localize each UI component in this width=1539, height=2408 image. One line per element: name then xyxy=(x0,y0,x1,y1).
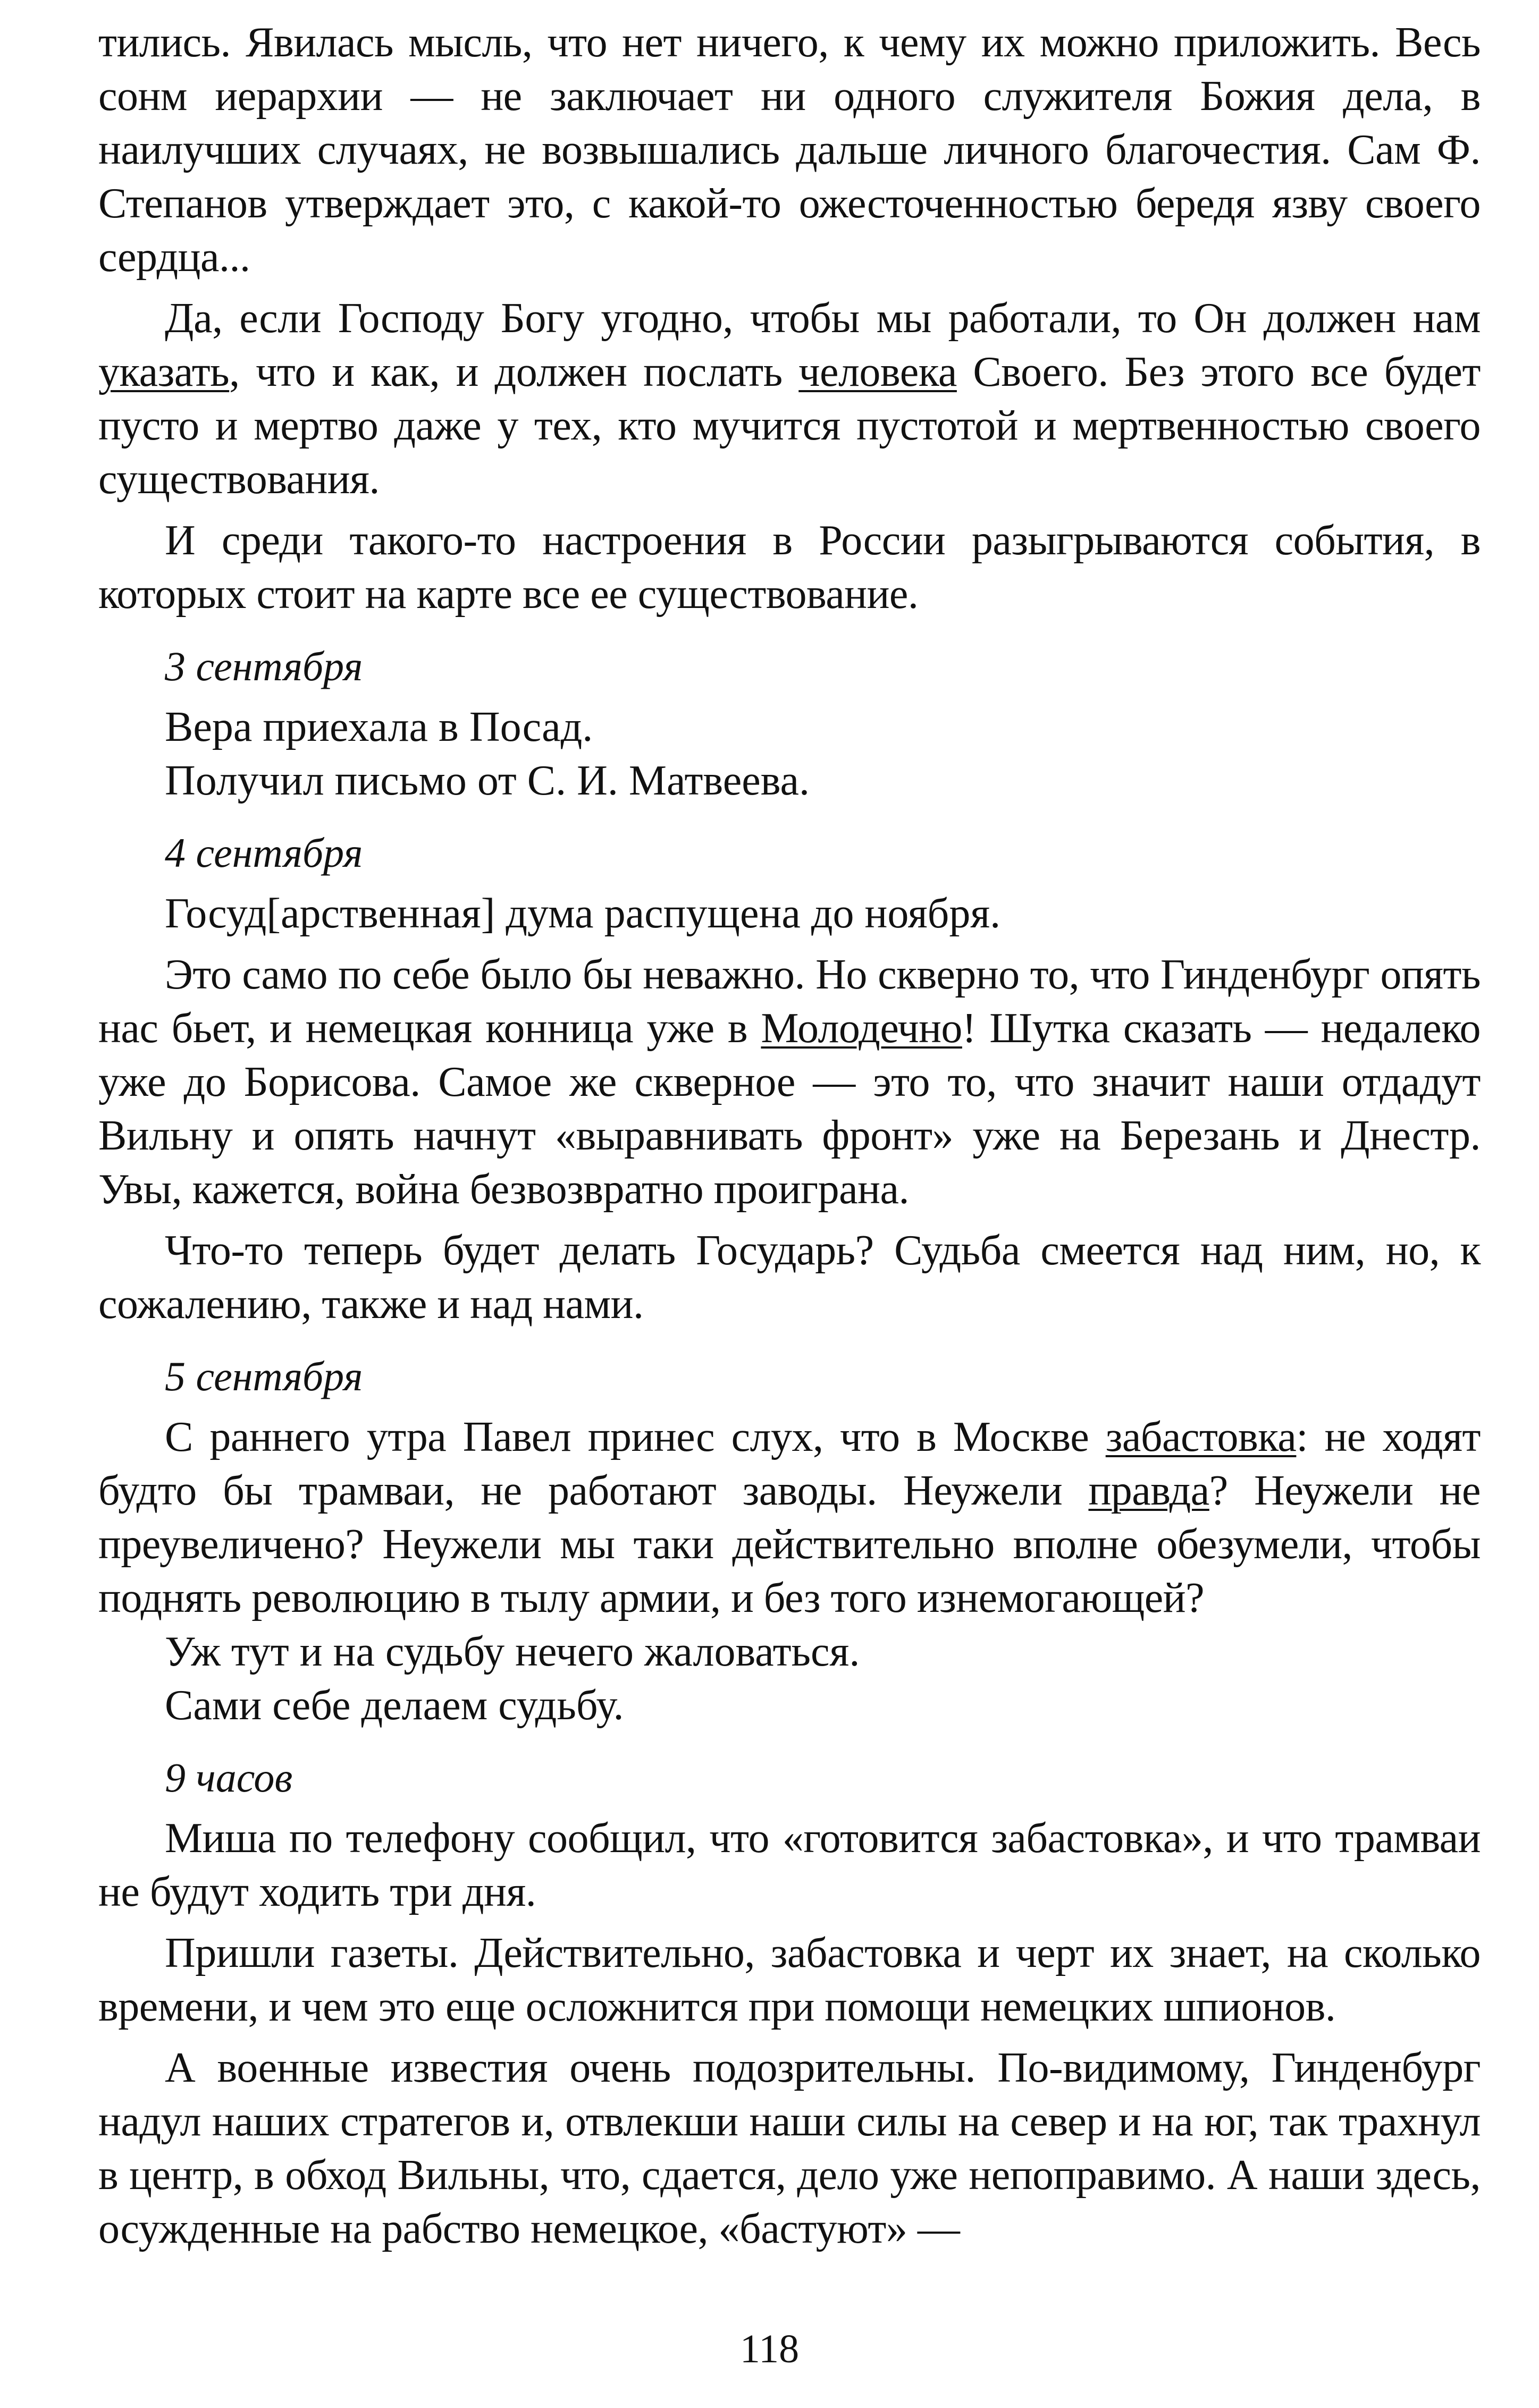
text-span: ! Шутка сказать — недалеко уже до Борисова. Самое же скверное — это то, что значит наши отдадут Вильну и опять начнут «выравнивать фронт» уже на Березань и Днестр. Увы, кажется, война безвозвратно проиграна. xyxy=(98,1005,1481,1213)
paragraph-sovereign: Что-то теперь будет делать Государь? Судьба смеется над ним, но, к сожалению, также и над нами. xyxy=(98,1227,1481,1328)
paragraph-hindenburg xyxy=(98,948,1481,1216)
page-number: 118 xyxy=(739,2327,800,2371)
underlined-word: забастовка xyxy=(1105,1414,1297,1460)
entry-line: Уж тут и на судьбу нечего жаловаться. xyxy=(165,1628,860,1675)
underlined-word: указать xyxy=(98,349,230,395)
text-span: , что и как, и должен послать xyxy=(229,349,799,395)
text-span: Это само по себе было бы неважно. Но скверно то, что Гинденбург опять нас бьет, и немецкая конница уже в xyxy=(98,951,1481,1052)
entry-line: Вера приехала в Посад. xyxy=(165,704,593,750)
text-span: ? Неужели не преувеличено? Неужели мы таки действительно вполне обезумели, чтобы поднять революцию в тылу армии, и без того изнемогающей? xyxy=(98,1467,1481,1621)
text-span: С раннего утра Павел принес слух, что в Москве xyxy=(165,1414,1106,1460)
paragraph-newspapers: Пришли газеты. Действительно, забастовка и черт их знает, на сколько времени, и чем это еще осложнится при помощи немецких шпионов. xyxy=(98,1930,1481,2030)
entry-line: Госуд[арственная] дума распущена до ноября. xyxy=(165,890,1001,937)
underlined-word: правда xyxy=(1088,1467,1209,1514)
paragraph-lord-work xyxy=(98,292,1481,506)
entry-line: Сами себе делаем судьбу. xyxy=(165,1682,624,1729)
entry-date-sep3: 3 сентября xyxy=(165,643,363,689)
entry-date-sep5: 5 сентября xyxy=(165,1353,363,1399)
book-page xyxy=(98,16,1481,2256)
entry-line: Получил письмо от С. И. Матвеева. xyxy=(165,757,810,804)
entry-date-sep4: 4 сентября xyxy=(165,830,363,876)
text-span: : не ходят будто бы трамваи, не работают заводы. Неужели xyxy=(98,1414,1481,1514)
entry-date-9h: 9 часов xyxy=(165,1754,293,1801)
underlined-word: Молодечно xyxy=(761,1005,962,1052)
paragraph-opening: тились. Явилась мысль, что нет ничего, к чему их можно приложить. Весь сонм иерархии — не заключает ни одного служителя Божия дела, в наилучших случаях, не возвышались дальше личного благочестия. Сам Ф. Степанов утверждает это, с какой-то ожесточенностью бередя язву своего сердца... xyxy=(98,19,1481,281)
text-span: Своего. Без этого все будет пусто и мертво даже у тех, кто мучится пустотой и мертвенностью своего существования. xyxy=(98,349,1481,503)
paragraph-military-news: А военные известия очень подозрительны. По-видимому, Гинденбург надул наших стратегов и, отвлекши наши силы на север и на юг, так трахнул в центр, в обход Вильны, что, сдается, дело уже непоправимо. А наши здесь, осужденные на рабство немецкое, «бастуют» — xyxy=(98,2044,1481,2252)
paragraph-russia-events: И среди такого-то настроения в России разыгрываются события, в которых стоит на карте все ее существование. xyxy=(98,517,1481,618)
paragraph-phone-call: Миша по телефону сообщил, что «готовится забастовка», и что трамваи не будут ходить три дня. xyxy=(98,1815,1481,1915)
underlined-word: человека xyxy=(798,349,957,395)
paragraph-strike-rumor xyxy=(98,1410,1481,1625)
text-span: Да, если Господу Богу угодно, чтобы мы работали, то Он должен нам xyxy=(165,295,1481,342)
